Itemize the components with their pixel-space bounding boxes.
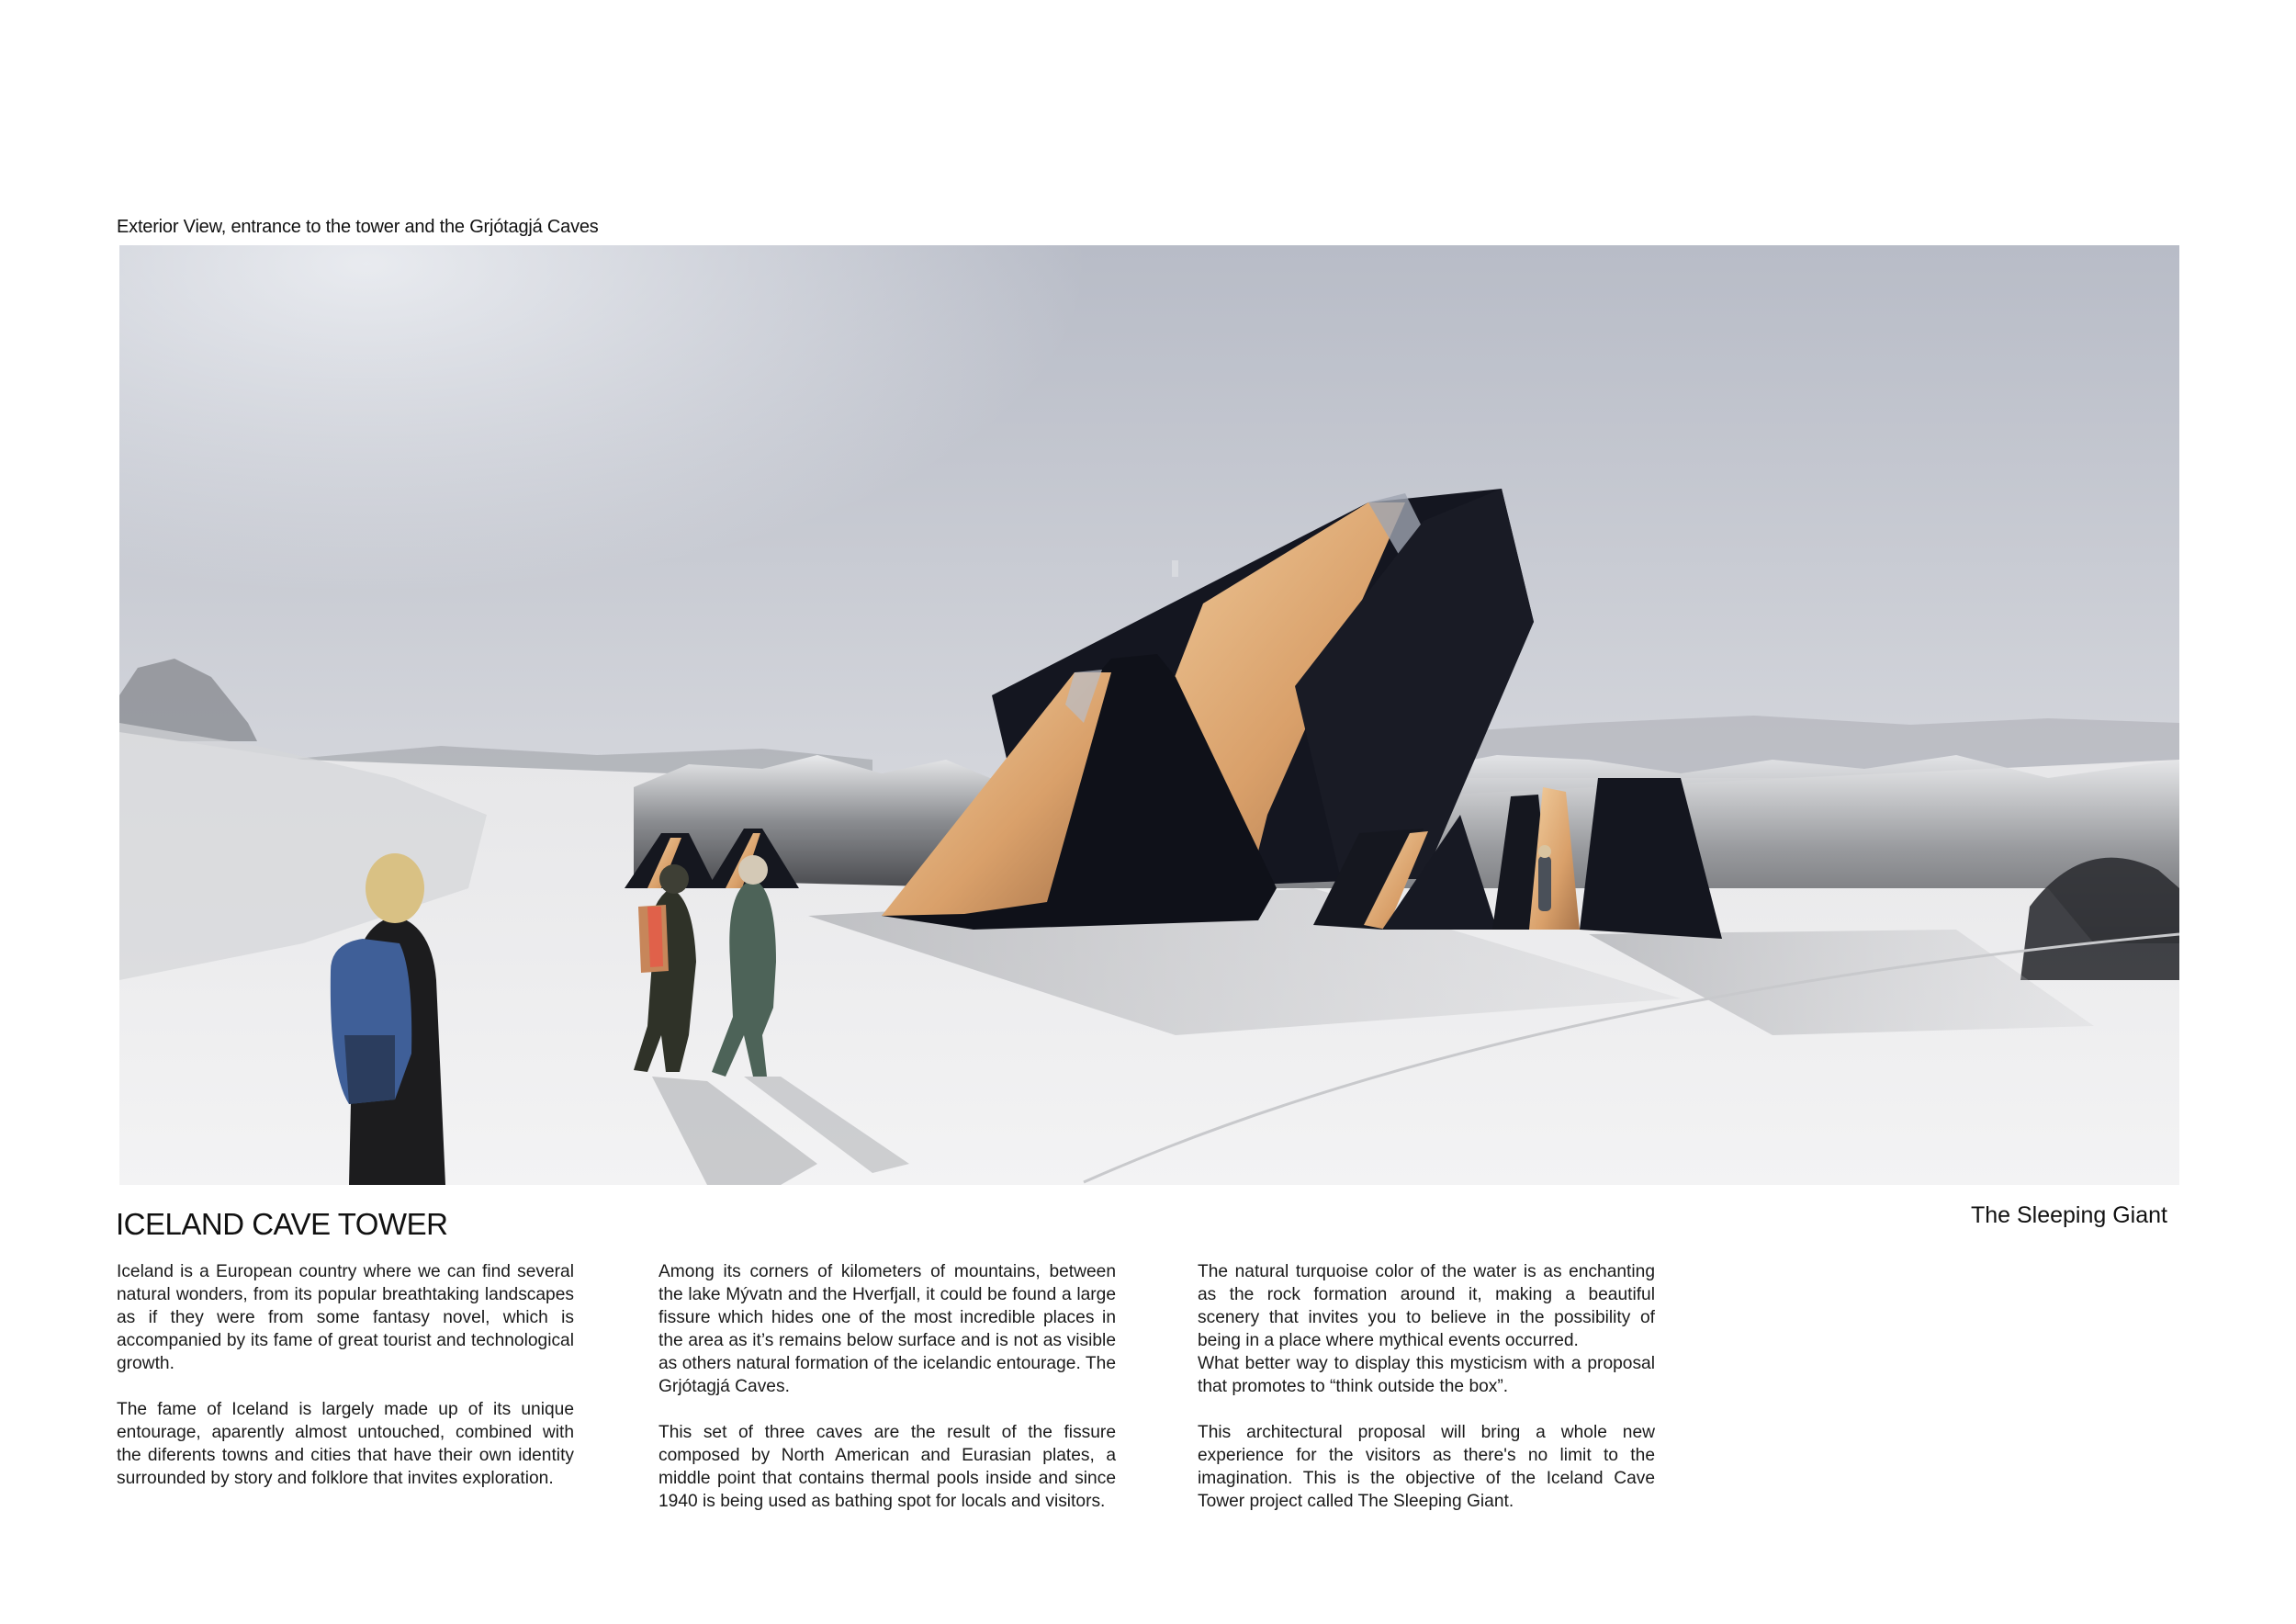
project-title: ICELAND CAVE TOWER — [116, 1207, 448, 1241]
text-column-3 — [1198, 1260, 1655, 1513]
paragraph: This set of three caves are the result of the fissure composed by North American and Eurasian plates, a middle point that contains thermal pools inside and since 1940 is being used as bathing spot for locals and visitors. — [658, 1423, 1116, 1511]
project-subtitle: The Sleeping Giant — [1970, 1202, 2167, 1228]
paragraph: The fame of Iceland is largely made up of its unique entourage, aparently almost untouched, combined with the diferents towns and cities that have their own identity surrounded by story and folklore that invites exploration. — [117, 1400, 574, 1488]
text-column-2 — [658, 1260, 1116, 1513]
paragraph: This architectural proposal will bring a whole new experience for the visitors as there's no limit to the imagination. This is the objective of the Iceland Cave Tower project called The Sleeping Giant. — [1198, 1423, 1655, 1511]
paragraph: The natural turquoise color of the water is as enchanting as the rock formation around it, making a beautiful scenery that invites you to believe in the possibility of being in a place where mythical events occurred. — [1198, 1262, 1655, 1350]
paragraph: What better way to display this mysticism with a proposal that promotes to “think outside the box”. — [1198, 1354, 1655, 1396]
text-column-1 — [117, 1260, 574, 1490]
render-caption: Exterior View, entrance to the tower and the Grjótagjá Caves — [117, 217, 599, 237]
exterior-rendering-image — [119, 245, 2179, 1185]
paragraph: Among its corners of kilometers of mountains, between the lake Mývatn and the Hverfjall, it could be found a large fissure which hides one of the most incredible places in the area as it’s remains below surface and is not as visible as others natural formation of the icelandic entourage. The Grjótagjá Caves. — [658, 1262, 1116, 1396]
paragraph: Iceland is a European country where we can find several natural wonders, from its popular breathtaking landscapes as if they were from some fantasy novel, which is accompanied by its fame of great tourist and technological growth. — [117, 1262, 574, 1373]
